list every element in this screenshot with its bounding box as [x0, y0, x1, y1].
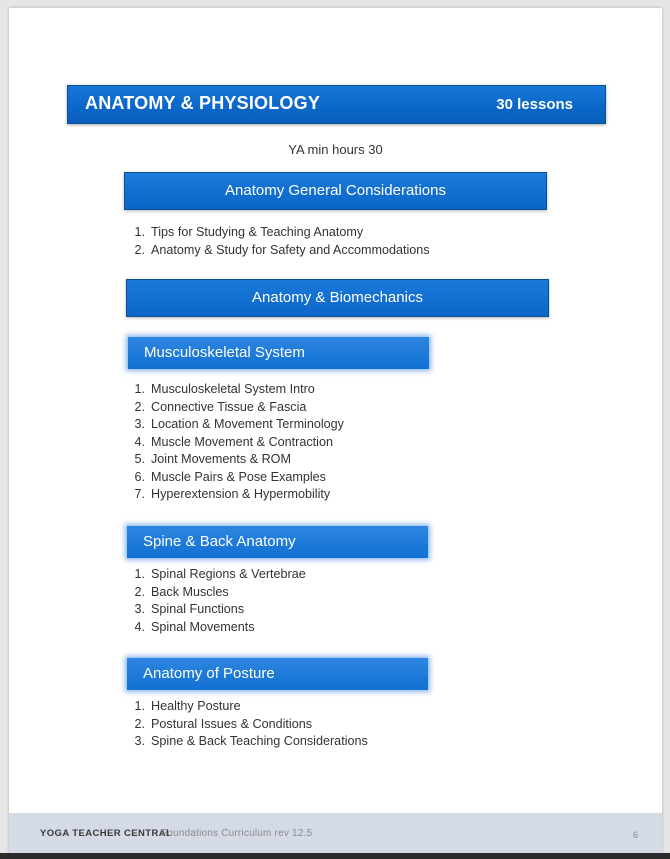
section-banner-general: Anatomy General Considerations: [124, 172, 547, 210]
list-item: 1. Spinal Regions & Vertebrae: [134, 567, 306, 581]
list-item: 7. Hyperextension & Hypermobility: [134, 487, 331, 501]
list-item: 2. Connective Tissue & Fascia: [134, 399, 307, 414]
subsection-banner-musculoskeletal: Musculoskeletal System: [128, 337, 429, 369]
list-item: 2. Postural Issues & Conditions: [134, 716, 313, 731]
lesson-list-general: [125, 224, 430, 259]
subsection-banner-posture: Anatomy of Posture: [127, 658, 428, 690]
list-item: 1. Healthy Posture: [134, 699, 241, 713]
footer-brand: YOGA TEACHER CENTRAL: [40, 828, 173, 839]
footer-subtitle: Foundations Curriculum rev 12.5: [161, 828, 313, 839]
page-number: 6: [632, 830, 638, 840]
min-hours-subtitle: YA min hours 30: [288, 142, 383, 157]
section-banner-biomechanics: Anatomy & Biomechanics: [126, 279, 549, 317]
list-item: 2. Anatomy & Study for Safety and Accommodations: [134, 242, 430, 257]
lesson-list-musculoskeletal: [125, 381, 344, 504]
page-footer: [9, 813, 662, 854]
list-item: 4. Muscle Movement & Contraction: [134, 434, 333, 449]
list-item: 3. Spine & Back Teaching Considerations: [134, 734, 368, 748]
document-page: [9, 8, 662, 854]
list-item: 2. Back Muscles: [134, 584, 229, 599]
lesson-count: 30 lessons: [496, 96, 573, 113]
lesson-list-posture: [125, 698, 368, 751]
main-header-banner: [67, 85, 606, 124]
list-item: 4. Spinal Movements: [134, 619, 255, 634]
list-item: 6. Muscle Pairs & Pose Examples: [134, 469, 326, 484]
list-item: 3. Spinal Functions: [134, 602, 245, 616]
subsection-banner-spine: Spine & Back Anatomy: [127, 526, 428, 558]
list-item: 1. Musculoskeletal System Intro: [134, 382, 315, 396]
list-item: 3. Location & Movement Terminology: [134, 417, 344, 431]
viewer-bottom-edge: [0, 853, 670, 859]
lesson-list-spine: [125, 566, 306, 636]
list-item: 5. Joint Movements & ROM: [134, 452, 291, 466]
list-item: 1. Tips for Studying & Teaching Anatomy: [134, 225, 364, 239]
main-title: ANATOMY & PHYSIOLOGY: [85, 93, 321, 113]
